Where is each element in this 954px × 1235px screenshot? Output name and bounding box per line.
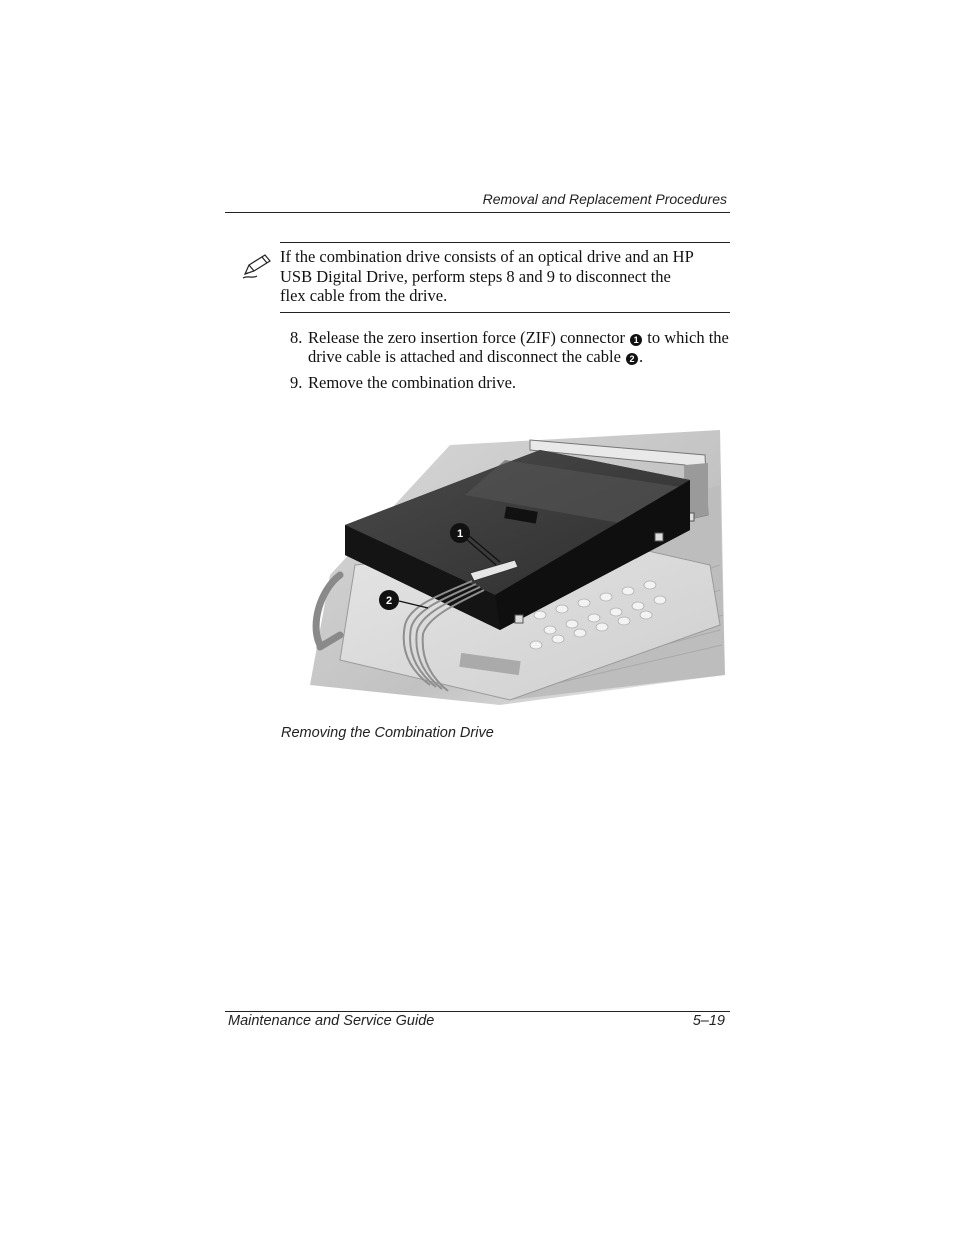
footer-guide-title: Maintenance and Service Guide xyxy=(228,1013,435,1029)
step-body xyxy=(308,328,730,366)
callout-1-label: 1 xyxy=(456,528,464,540)
step-number: 9. xyxy=(290,373,303,392)
step-text-before: Release the zero insertion force (ZIF) connector xyxy=(308,328,626,347)
figure-caption: Removing the Combination Drive xyxy=(281,725,494,741)
step-text-middle: to which the drive cable is attached and disconnect the cable xyxy=(308,328,729,366)
footer-page-number: 5–19 xyxy=(692,1013,725,1029)
header-rule xyxy=(225,212,730,213)
callout-2-label: 2 xyxy=(385,595,393,607)
callout-1-inline: 1 xyxy=(630,334,642,346)
step-body: Remove the combination drive. xyxy=(308,373,517,392)
callout-2-inline: 2 xyxy=(626,353,638,365)
step-8 xyxy=(290,328,730,366)
step-text-after: . xyxy=(639,347,644,366)
drive-removal-illustration xyxy=(300,425,730,710)
note-top-rule xyxy=(280,242,730,243)
note-text: If the combination drive consists of an optical drive and an HP USB Digital Drive, perform steps 8 and 9 to disconnect the flex cable from the drive. xyxy=(280,247,694,305)
running-header: Removal and Replacement Procedures xyxy=(482,191,727,207)
note-bottom-rule xyxy=(280,312,730,313)
pencil-note-icon xyxy=(240,252,272,280)
footer-rule xyxy=(225,1011,730,1012)
step-9 xyxy=(290,373,730,392)
step-number: 8. xyxy=(290,328,303,347)
